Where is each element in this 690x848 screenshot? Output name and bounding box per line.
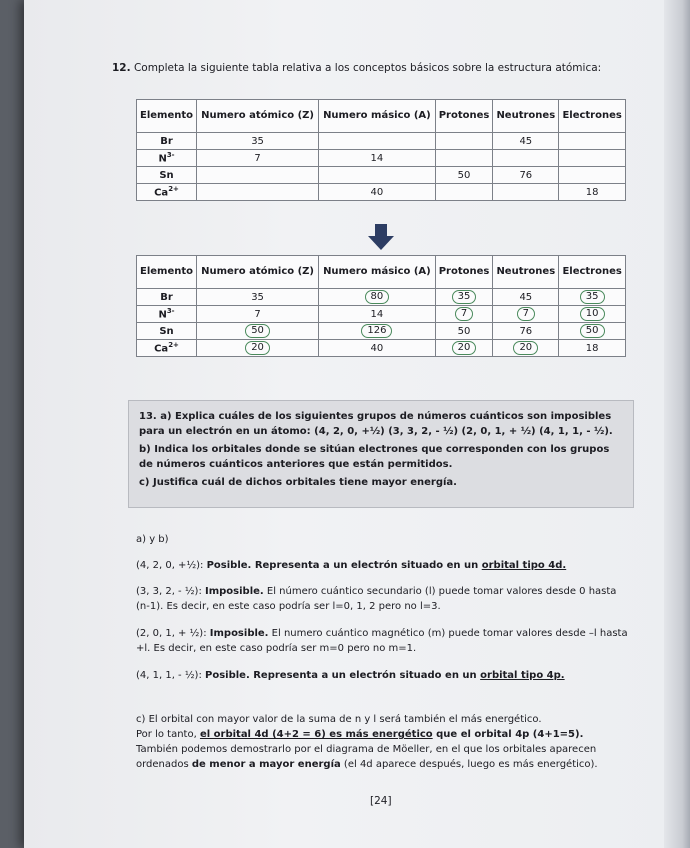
- column-header: Neutrones: [493, 256, 559, 289]
- column-header: Numero atómico (Z): [197, 256, 319, 289]
- column-header: Elemento: [137, 100, 197, 133]
- question-12: 12. Completa la siguiente tabla relativa a los conceptos básicos sobre la estructura atómica:: [112, 62, 602, 74]
- element-cell: Br: [137, 133, 197, 150]
- answer-value: 35: [580, 290, 605, 304]
- answer-line-4: (4, 1, 1, - ½): Posible. Representa a un electrón situado en un orbital tipo 4p.: [136, 670, 565, 681]
- element-cell: $N^{3-}$: [137, 306, 197, 323]
- answer-value: 35: [452, 290, 477, 304]
- answer-line-1: (4, 2, 0, +½): Posible. Representa a un electrón situado en un orbital tipo 4d.: [136, 560, 567, 571]
- table-cell: 40: [319, 340, 436, 357]
- column-header: Neutrones: [493, 100, 559, 133]
- table-cell: 40: [319, 184, 436, 201]
- table-cell: 7: [197, 306, 319, 323]
- q13-b: b) Indica los orbitales donde se sitúan electrones que corresponden con los grupos de números cuánticos anteriores que están permitidos.: [139, 444, 610, 470]
- element-cell: $Ca^{2+}$: [137, 340, 197, 357]
- column-header: Protones: [435, 256, 493, 289]
- page-edge: [664, 0, 690, 848]
- table-cell: [197, 323, 319, 340]
- column-header: Numero másico (A): [319, 100, 436, 133]
- table-row: [137, 323, 626, 340]
- answer-value: 50: [245, 324, 270, 338]
- table-cell: 35: [197, 133, 319, 150]
- element-cell: $Ca^{2+}$: [137, 184, 197, 201]
- element-cell: $N^{3-}$: [137, 150, 197, 167]
- table-cell: [559, 150, 626, 167]
- table-cell: [559, 323, 626, 340]
- table-cell: [435, 289, 493, 306]
- answer-line-3: (2, 0, 1, + ½): Imposible. El numero cuántico magnético (m) puede tomar valores desde –l hasta +l. Es decir, en este caso podría ser m=0 pero no m=1.: [136, 628, 628, 654]
- table-row: [137, 289, 626, 306]
- table-row: [137, 184, 626, 201]
- table-cell: [559, 167, 626, 184]
- table-row: [137, 340, 626, 357]
- answer-value: 7: [517, 307, 535, 321]
- table-cell: [493, 150, 559, 167]
- table-cell: [319, 289, 436, 306]
- table-cell: [435, 340, 493, 357]
- table-cell: [559, 133, 626, 150]
- table-cell: [435, 184, 493, 201]
- question-13-box: [128, 400, 634, 508]
- element-cell: Sn: [137, 167, 197, 184]
- table-before: [136, 99, 626, 201]
- table-cell: [493, 340, 559, 357]
- column-header: Numero atómico (Z): [197, 100, 319, 133]
- table-cell: [559, 306, 626, 323]
- column-header: Electrones: [559, 256, 626, 289]
- page-number: [24]: [370, 795, 392, 807]
- table-cell: [319, 323, 436, 340]
- table-cell: 35: [197, 289, 319, 306]
- answer-value: 20: [513, 341, 538, 355]
- table-cell: 50: [435, 167, 493, 184]
- table-row: [137, 167, 626, 184]
- table-cell: [435, 150, 493, 167]
- column-header: Numero másico (A): [319, 256, 436, 289]
- answer-value: 80: [365, 290, 390, 304]
- table-cell: [493, 306, 559, 323]
- table-cell: [319, 133, 436, 150]
- table-cell: 76: [493, 167, 559, 184]
- column-header: Elemento: [137, 256, 197, 289]
- table-cell: 76: [493, 323, 559, 340]
- arrow-down-icon: [366, 222, 396, 252]
- table-cell: [435, 306, 493, 323]
- table-cell: [559, 289, 626, 306]
- element-cell: Sn: [137, 323, 197, 340]
- table-cell: 18: [559, 340, 626, 357]
- column-header: Protones: [435, 100, 493, 133]
- answer-line-2: (3, 3, 2, - ½): Imposible. El número cuántico secundario (l) puede tomar valores desde 0 hasta (n-1). Es decir, en este caso podría ser l=0, 1, 2 pero no l=3.: [136, 586, 617, 612]
- table-cell: 50: [435, 323, 493, 340]
- table-cell: 45: [493, 289, 559, 306]
- table-row: [137, 133, 626, 150]
- table-cell: [197, 167, 319, 184]
- table-after: [136, 255, 626, 357]
- table-row: [137, 150, 626, 167]
- answer-value: 7: [455, 307, 473, 321]
- table-cell: 45: [493, 133, 559, 150]
- answer-value: 50: [580, 324, 605, 338]
- column-header: Electrones: [559, 100, 626, 133]
- element-cell: Br: [137, 289, 197, 306]
- answer-value: 20: [245, 341, 270, 355]
- answer-ab-label: a) y b): [136, 534, 169, 545]
- answer-c: c) El orbital con mayor valor de la suma de n y l será también el más energético. Por lo tanto, el orbital 4d (4+2 = 6) es más energético que el orbital 4p (4+1=5). También podemos demostrarlo por el diagrama de Möeller, en el que los orbitales aparecen ordenados de menor a mayor energía (el 4d aparece después, luego es más energético).: [136, 714, 598, 770]
- answer-value: 20: [452, 341, 477, 355]
- table-cell: 18: [559, 184, 626, 201]
- table-cell: 7: [197, 150, 319, 167]
- table-row: [137, 306, 626, 323]
- table-cell: [319, 167, 436, 184]
- answer-value: 126: [361, 324, 392, 338]
- table-cell: [197, 340, 319, 357]
- q13-a: 13. a) Explica cuáles de los siguientes grupos de números cuánticos son imposibles para un electrón en un átomo: (4, 2, 0, +½) (3, 3, 2, - ½) (2, 0, 1, + ½) (4, 1, 1, - ½).: [139, 411, 613, 437]
- table-cell: 14: [319, 150, 436, 167]
- table-cell: [493, 184, 559, 201]
- answer-value: 10: [580, 307, 605, 321]
- table-cell: [197, 184, 319, 201]
- table-cell: 14: [319, 306, 436, 323]
- table-cell: [435, 133, 493, 150]
- q13-c: c) Justifica cuál de dichos orbitales tiene mayor energía.: [139, 477, 457, 488]
